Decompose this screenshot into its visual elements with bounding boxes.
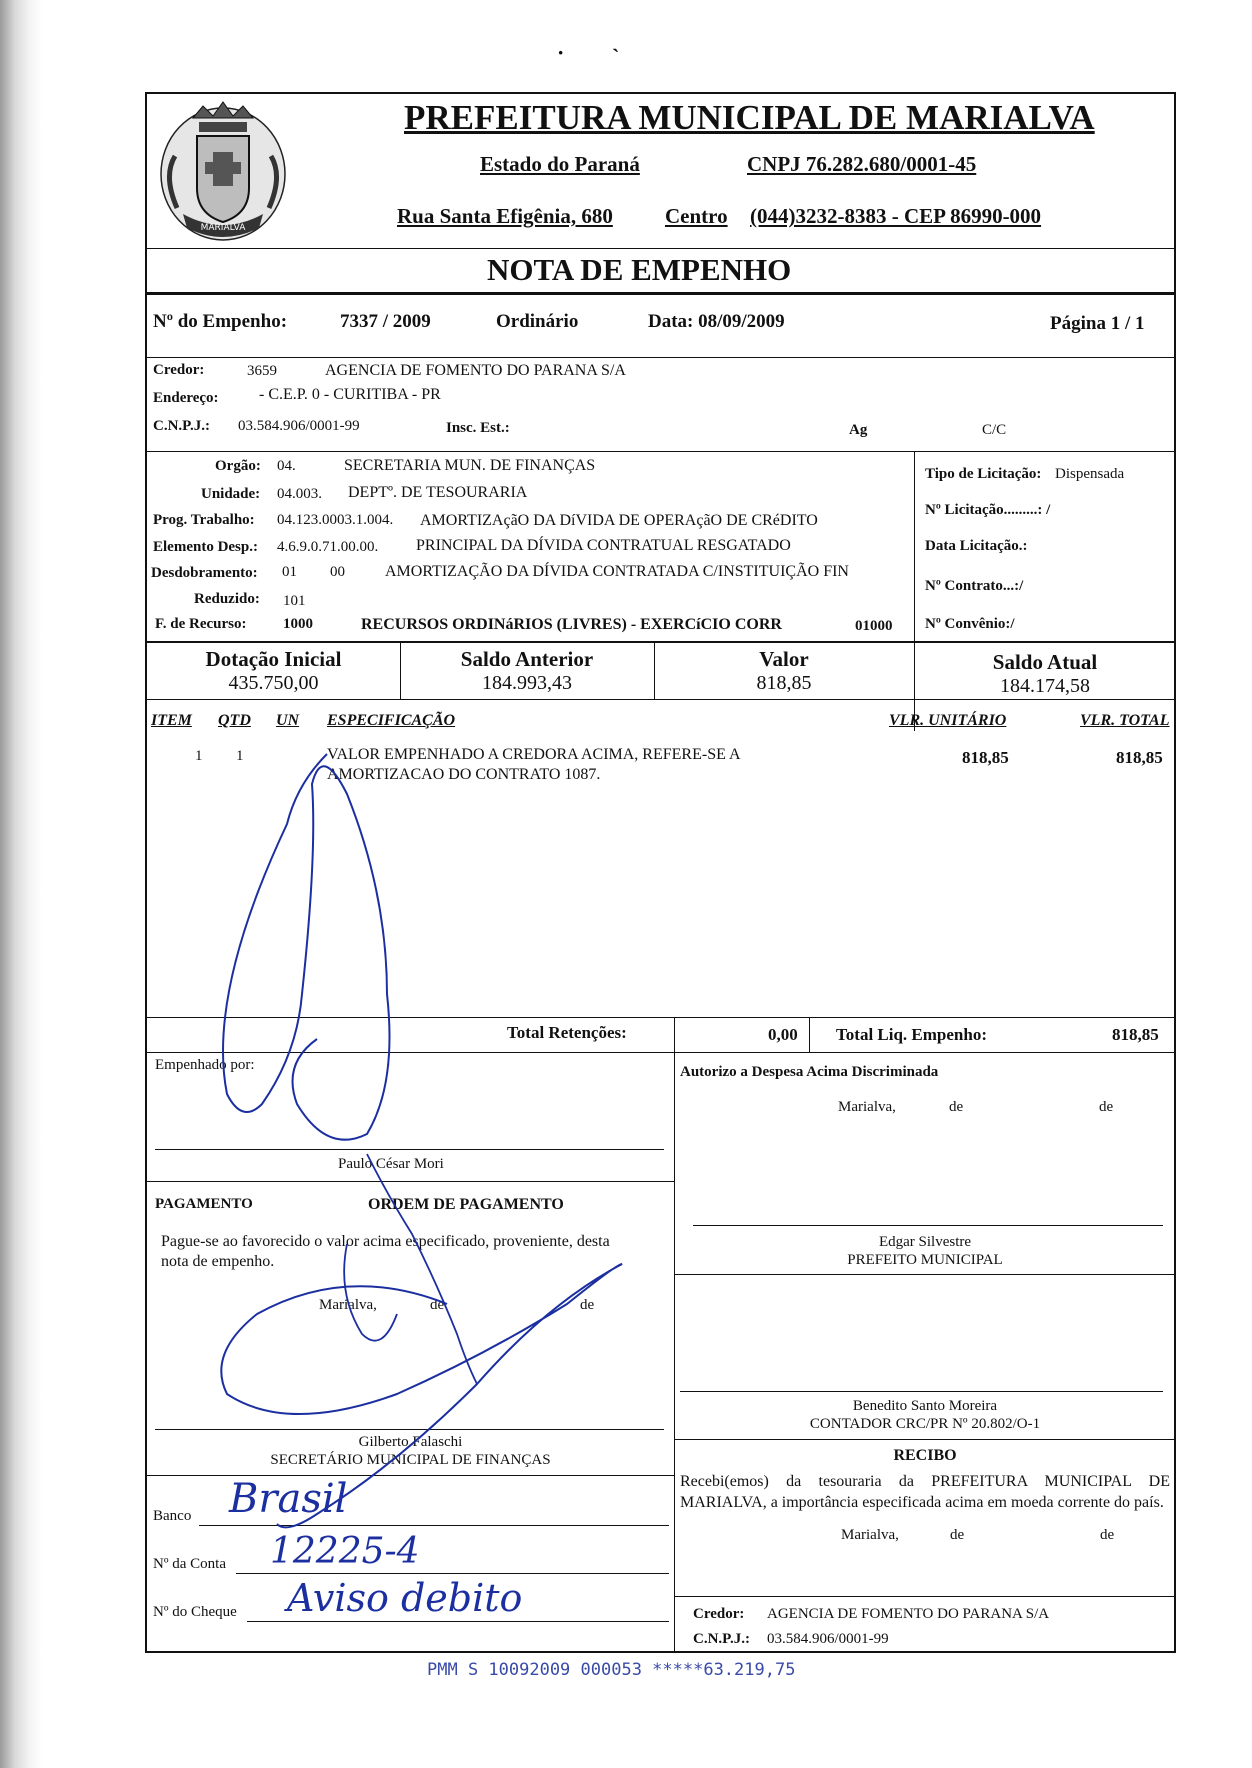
- cnpj-label: C.N.P.J.:: [153, 418, 210, 434]
- account-label: C/C: [982, 422, 1007, 438]
- signature-stroke: [221, 1264, 622, 1527]
- autorizo-de2: de: [1099, 1099, 1114, 1115]
- empenho-type: Ordinário: [496, 311, 579, 332]
- header-cnpj: CNPJ 76.282.680/0001-45: [747, 152, 977, 176]
- recibo-de2: de: [1100, 1527, 1115, 1543]
- pagamento-location: Marialva,: [319, 1297, 377, 1313]
- total-retencoes-value: 0,00: [768, 1025, 798, 1044]
- conta-handwritten: 12225-4: [270, 1531, 420, 1572]
- autorizo-de1: de: [949, 1099, 964, 1115]
- prefeito-title: PREFEITO MUNICIPAL: [847, 1252, 1003, 1268]
- prog-code: 04.123.0003.1.004.: [277, 512, 394, 528]
- especificacao-col-header: ESPECIFICAÇÃO: [327, 712, 456, 729]
- recibo-cnpj-value: 03.584.906/0001-99: [767, 1631, 889, 1647]
- cnpj-value: 03.584.906/0001-99: [238, 418, 360, 434]
- reduzido-label: Reduzido:: [194, 591, 260, 607]
- numero-licitacao: Nº Licitação.........: /: [925, 502, 1051, 518]
- tipo-licitacao-value: Dispensada: [1055, 466, 1125, 482]
- header-district: Centro: [665, 204, 728, 228]
- header-street: Rua Santa Efigênia, 680: [397, 204, 613, 228]
- qtd-col-header: QTD: [218, 712, 251, 729]
- tipo-licitacao-label: Tipo de Licitação:: [925, 466, 1042, 482]
- recibo-location: Marialva,: [841, 1527, 899, 1543]
- desdobramento-a: 01: [282, 564, 297, 580]
- unidade-label: Unidade:: [201, 486, 261, 502]
- cheque-handwritten: Aviso debito: [287, 1576, 523, 1620]
- un-col-header: UN: [276, 712, 300, 729]
- recibo-de1: de: [950, 1527, 965, 1543]
- prog-label: Prog. Trabalho:: [153, 512, 255, 528]
- elemento-code: 4.6.9.0.71.00.00.: [277, 539, 379, 555]
- scan-speck: ·: [557, 40, 565, 65]
- scan-edge-shadow: [0, 0, 42, 1768]
- credor-code: 3659: [247, 363, 277, 379]
- page-number: Página 1 / 1: [1050, 313, 1145, 334]
- cheque-label: Nº do Cheque: [153, 1604, 237, 1620]
- agency-label: Ag: [849, 422, 868, 438]
- pagamento-de2: de: [580, 1297, 595, 1313]
- pagamento-label: PAGAMENTO: [155, 1196, 253, 1212]
- endereco-label: Endereço:: [153, 390, 219, 406]
- print-stamp-footer: PMM S 10092009 000053 *****63.219,75: [427, 1660, 796, 1680]
- orgao-name: SECRETARIA MUN. DE FINANÇAS: [344, 457, 596, 474]
- endereco-value: - C.E.P. 0 - CURITIBA - PR: [259, 386, 441, 403]
- secretario-title: SECRETÁRIO MUNICIPAL DE FINANÇAS: [270, 1452, 551, 1468]
- vlr-total-col-header: VLR. TOTAL: [1080, 712, 1170, 729]
- conta-label: Nº da Conta: [153, 1556, 226, 1572]
- signature-stroke: [344, 1244, 397, 1341]
- empenhado-por-label: Empenhado por:: [155, 1057, 255, 1073]
- total-liquido-value: 818,85: [1112, 1025, 1159, 1044]
- prog-name: AMORTIZAçãO DA DíVIDA DE OPERAçãO DE CRéDITO: [420, 512, 818, 529]
- total-liquido-label: Total Liq. Empenho:: [836, 1025, 987, 1044]
- total-retencoes-label: Total Retenções:: [507, 1023, 627, 1042]
- pagamento-text: Pague-se ao favorecido o valor acima especificado, proveniente, desta nota de empenho.: [161, 1233, 610, 1270]
- pagamento-de1: de: [430, 1297, 445, 1313]
- item-description-line2: AMORTIZACAO DO CONTRATO 1087.: [327, 766, 601, 783]
- secretario-name: Gilberto Falaschi: [358, 1434, 463, 1450]
- autorizo-label: Autorizo a Despesa Acima Discriminada: [680, 1064, 939, 1080]
- recurso-code: 1000: [283, 616, 313, 632]
- saldo-atual-label: Saldo Atual: [992, 650, 1098, 674]
- saldo-anterior-value: 184.993,43: [482, 672, 572, 694]
- document-title: NOTA DE EMPENHO: [487, 252, 792, 287]
- elemento-label: Elemento Desp.:: [153, 539, 258, 555]
- saldo-anterior-label: Saldo Anterior: [460, 647, 594, 671]
- handwritten-signatures: [147, 94, 1178, 1655]
- data-licitacao: Data Licitação.:: [925, 538, 1028, 554]
- credor-label: Credor:: [153, 362, 205, 378]
- recibo-credor-label: Credor:: [693, 1606, 745, 1622]
- valor-value: 818,85: [756, 672, 812, 694]
- signature-stroke: [367, 1154, 477, 1384]
- reduzido-value: 101: [283, 593, 306, 609]
- item-col-header: ITEM: [151, 712, 192, 729]
- ordem-pagamento-label: ORDEM DE PAGAMENTO: [368, 1196, 564, 1213]
- item-total-value: 818,85: [1116, 748, 1163, 767]
- orgao-label: Orgão:: [215, 458, 261, 474]
- insc-est-label: Insc. Est.:: [446, 420, 510, 436]
- banco-label: Banco: [153, 1508, 192, 1524]
- banco-handwritten: Brasil: [229, 1476, 348, 1522]
- svg-text:MARIALVA: MARIALVA: [200, 223, 246, 233]
- desdobramento-name: AMORTIZAÇÃO DA DÍVIDA CONTRATADA C/INSTITUIÇÃO FIN: [385, 563, 849, 580]
- valor-label: Valor: [759, 647, 809, 671]
- recibo-text: Recebi(emos) da tesouraria da PREFEITURA MUNICIPAL DE MARIALVA, a importância especificada acima em moeda corrente do país.: [680, 1473, 1170, 1511]
- numero-convenio: Nº Convênio:/: [925, 616, 1015, 632]
- header-phone-cep: (044)3232-8383 - CEP 86990-000: [750, 204, 1042, 228]
- recibo-label: RECIBO: [893, 1447, 957, 1464]
- empenhado-por-name: Paulo César Mori: [338, 1156, 444, 1172]
- dotacao-inicial-value: 435.750,00: [228, 672, 319, 694]
- recurso-name: RECURSOS ORDINáRIOS (LIVRES) - EXERCíCIO CORR: [361, 616, 782, 633]
- prefeito-name: Edgar Silvestre: [878, 1234, 972, 1250]
- desdobramento-label: Desdobramento:: [151, 565, 258, 581]
- empenho-number: 7337 / 2009: [340, 311, 431, 332]
- contador-title: CONTADOR CRC/PR Nº 20.802/O-1: [809, 1416, 1041, 1432]
- nota-de-empenho-form: [145, 92, 1176, 1653]
- recurso-number: 01000: [855, 618, 893, 634]
- orgao-code: 04.: [277, 458, 296, 474]
- item-qtd: 1: [236, 748, 244, 764]
- recibo-credor-name: AGENCIA DE FOMENTO DO PARANA S/A: [767, 1606, 1050, 1622]
- unidade-name: DEPTº. DE TESOURARIA: [348, 484, 528, 501]
- signature-stroke: [223, 754, 390, 1140]
- header-state: Estado do Paraná: [480, 152, 640, 176]
- credor-name: AGENCIA DE FOMENTO DO PARANA S/A: [325, 362, 626, 379]
- contador-name: Benedito Santo Moreira: [852, 1398, 998, 1414]
- desdobramento-b: 00: [330, 564, 345, 580]
- item-description-line1: VALOR EMPENHADO A CREDORA ACIMA, REFERE-SE A: [327, 746, 741, 763]
- empenho-number-label: Nº do Empenho:: [153, 311, 288, 332]
- item-unit-value: 818,85: [962, 748, 1009, 767]
- vlr-unitario-col-header: VLR. UNITÁRIO: [889, 712, 1007, 729]
- numero-contrato: Nº Contrato...:/: [925, 578, 1024, 594]
- dotacao-inicial-label: Dotação Inicial: [205, 647, 342, 671]
- unidade-code: 04.003.: [277, 486, 322, 502]
- item-number: 1: [195, 748, 203, 764]
- saldo-atual-value: 184.174,58: [1000, 675, 1090, 697]
- empenho-date: Data: 08/09/2009: [648, 311, 785, 332]
- scan-speck: `: [612, 44, 620, 69]
- header-title: PREFEITURA MUNICIPAL DE MARIALVA: [404, 98, 1095, 137]
- recurso-label: F. de Recurso:: [155, 616, 247, 632]
- elemento-name: PRINCIPAL DA DÍVIDA CONTRATUAL RESGATADO: [416, 537, 791, 554]
- recibo-cnpj-label: C.N.P.J.:: [693, 1631, 750, 1647]
- autorizo-location: Marialva,: [838, 1099, 896, 1115]
